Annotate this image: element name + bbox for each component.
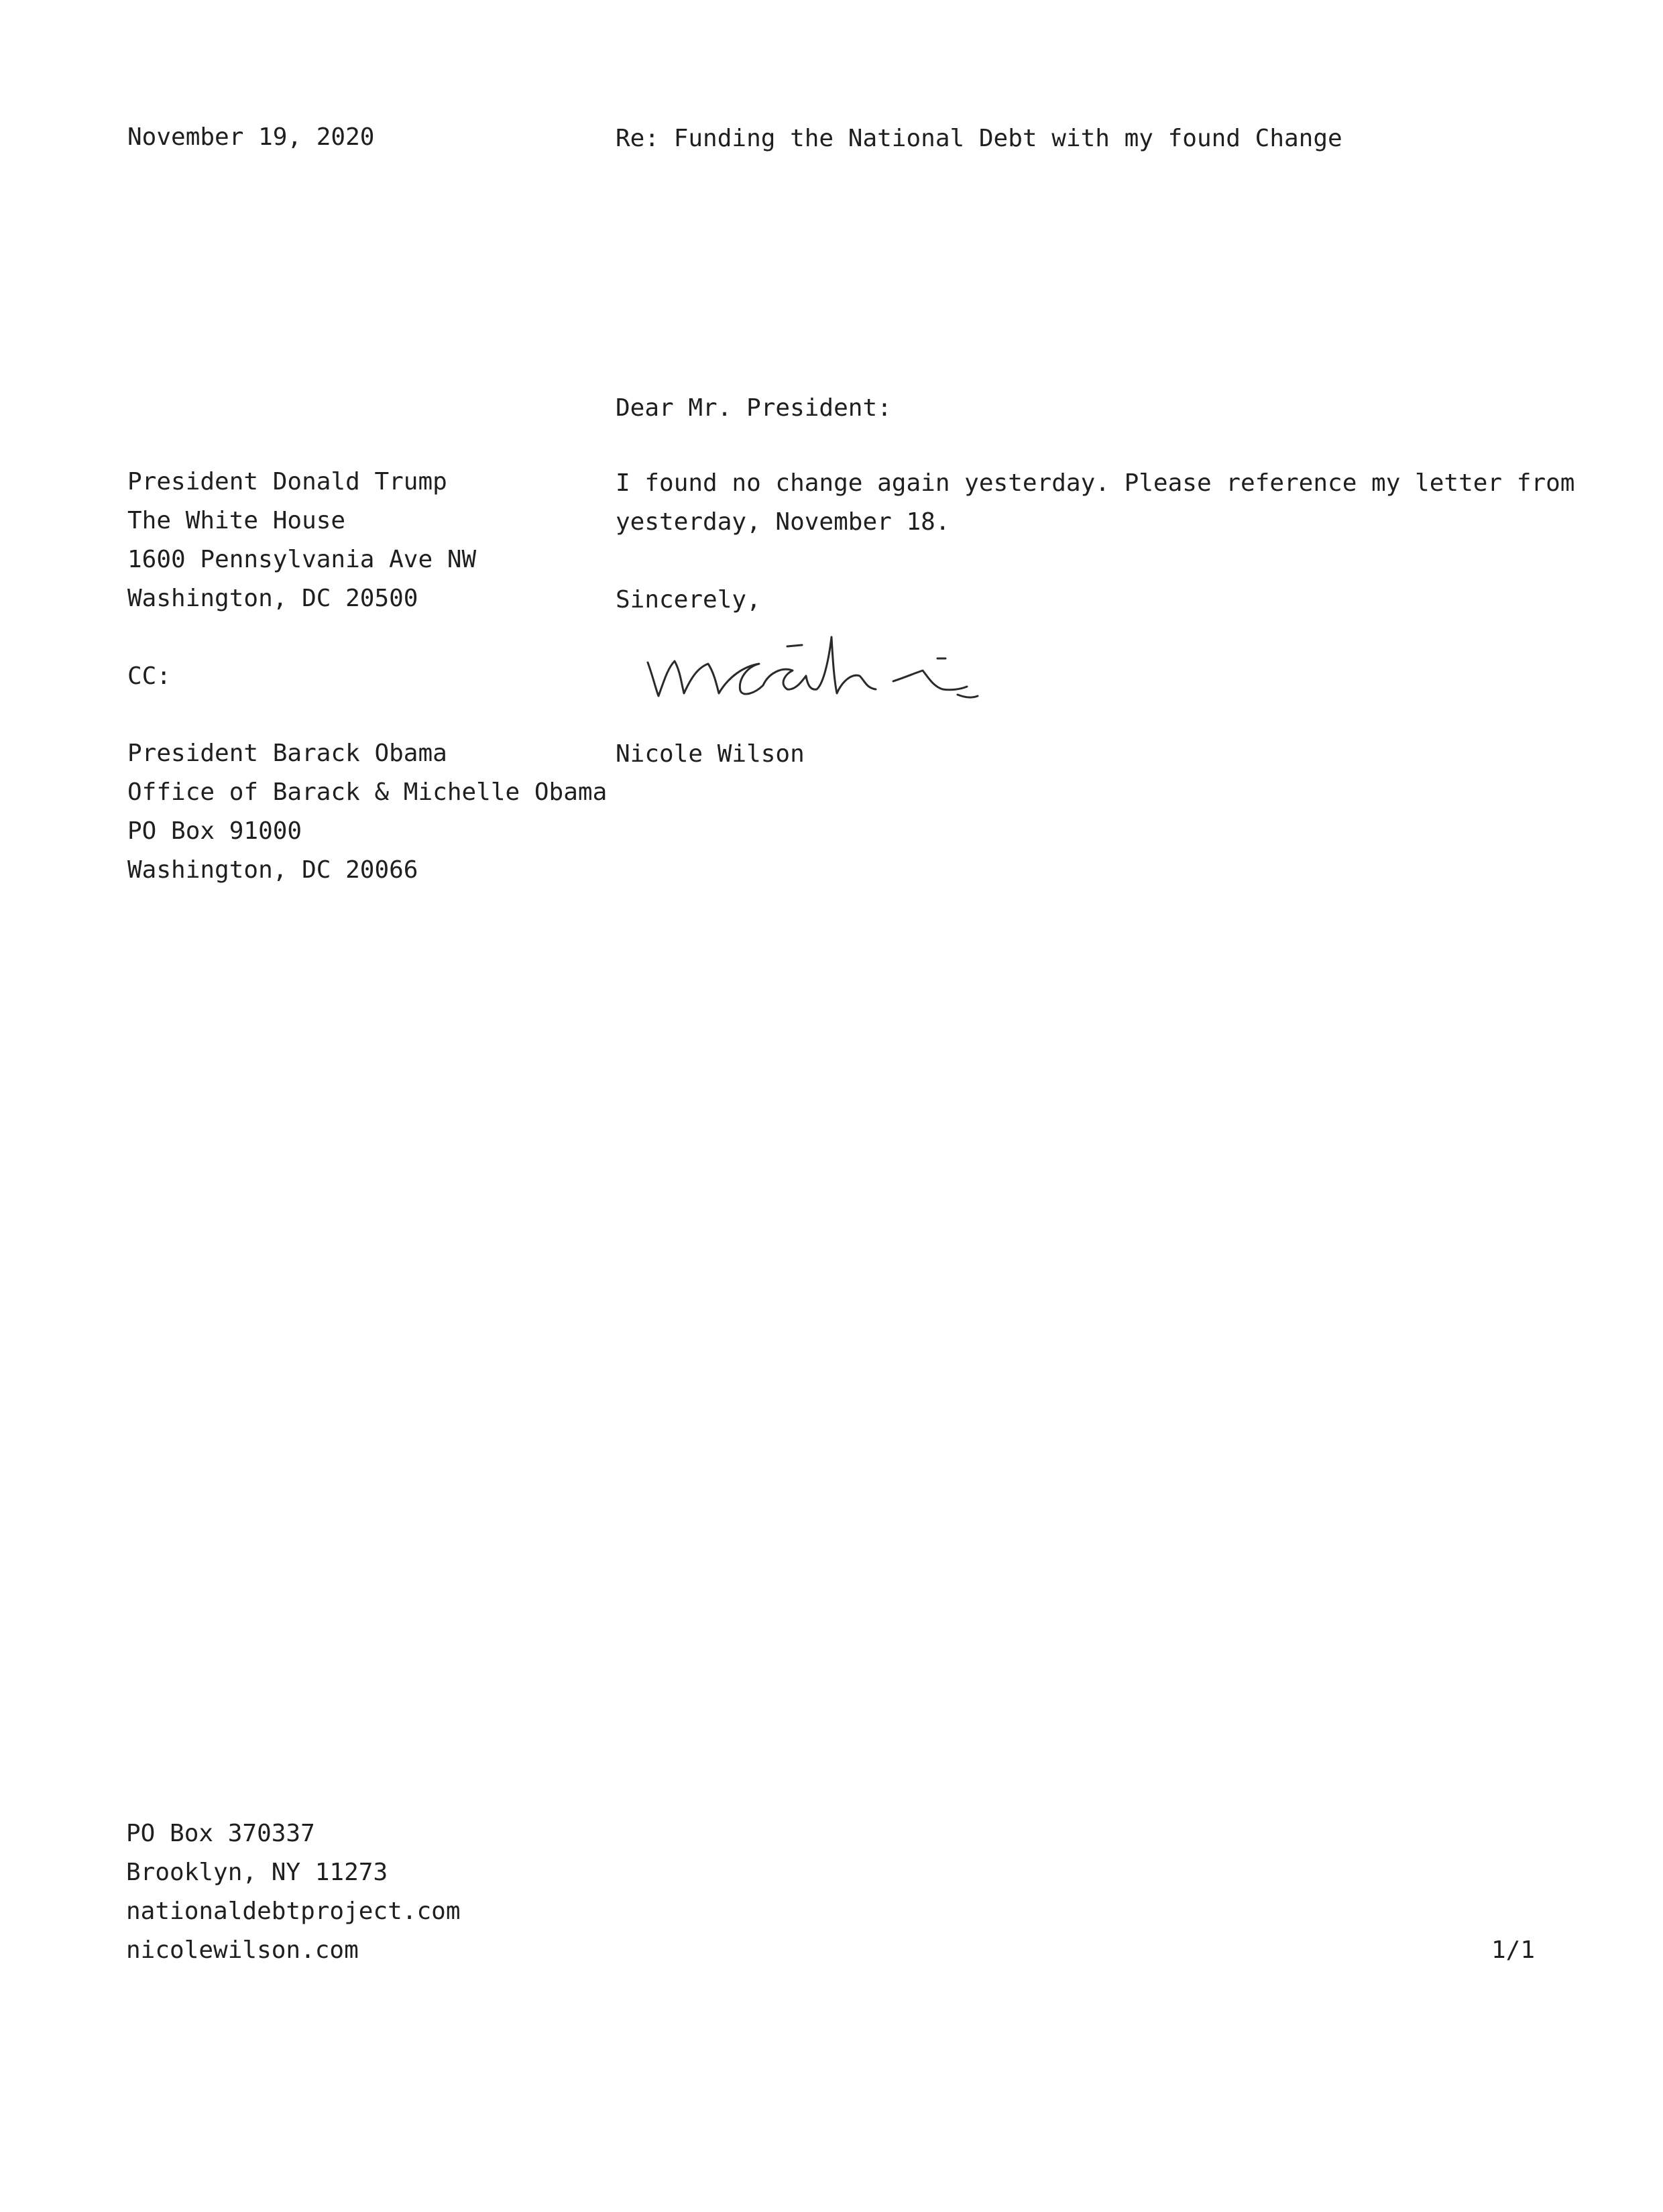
letter-body xyxy=(616,464,1574,542)
letter-body-line: yesterday, November 18. xyxy=(616,508,950,536)
recipient-address-line: Washington, DC 20500 xyxy=(127,585,418,612)
handwritten-signature-icon xyxy=(644,624,1006,717)
cc-address-line: PO Box 91000 xyxy=(127,817,302,845)
cc-address-line: Office of Barack & Michelle Obama xyxy=(127,778,608,806)
letter-subject: Re: Funding the National Debt with my found Change xyxy=(616,125,1342,152)
cc-label: CC: xyxy=(127,662,172,690)
letter-date: November 19, 2020 xyxy=(127,123,375,151)
sender-website-line: nationaldebtproject.com xyxy=(126,1898,461,1925)
salutation: Dear Mr. President: xyxy=(616,394,892,422)
cc-address-line: Washington, DC 20066 xyxy=(127,856,418,884)
cc-address-line: President Barack Obama xyxy=(127,740,447,767)
letter-body-line: I found no change again yesterday. Please reference my letter from xyxy=(616,469,1575,497)
recipient-address-line: President Donald Trump xyxy=(127,468,447,496)
recipient-address-line: 1600 Pennsylvania Ave NW xyxy=(127,546,477,573)
closing: Sincerely, xyxy=(616,586,761,614)
sender-address-line: PO Box 370337 xyxy=(126,1820,315,1847)
recipient-address-line: The White House xyxy=(127,507,346,534)
sender-website-line: nicolewilson.com xyxy=(126,1936,359,1964)
sender-address-line: Brooklyn, NY 11273 xyxy=(126,1859,388,1886)
page-number: 1/1 xyxy=(1491,1936,1536,1964)
cc-address xyxy=(127,734,607,890)
sender-address xyxy=(126,1814,461,1970)
signer-name: Nicole Wilson xyxy=(616,740,805,768)
recipient-address xyxy=(127,463,476,618)
